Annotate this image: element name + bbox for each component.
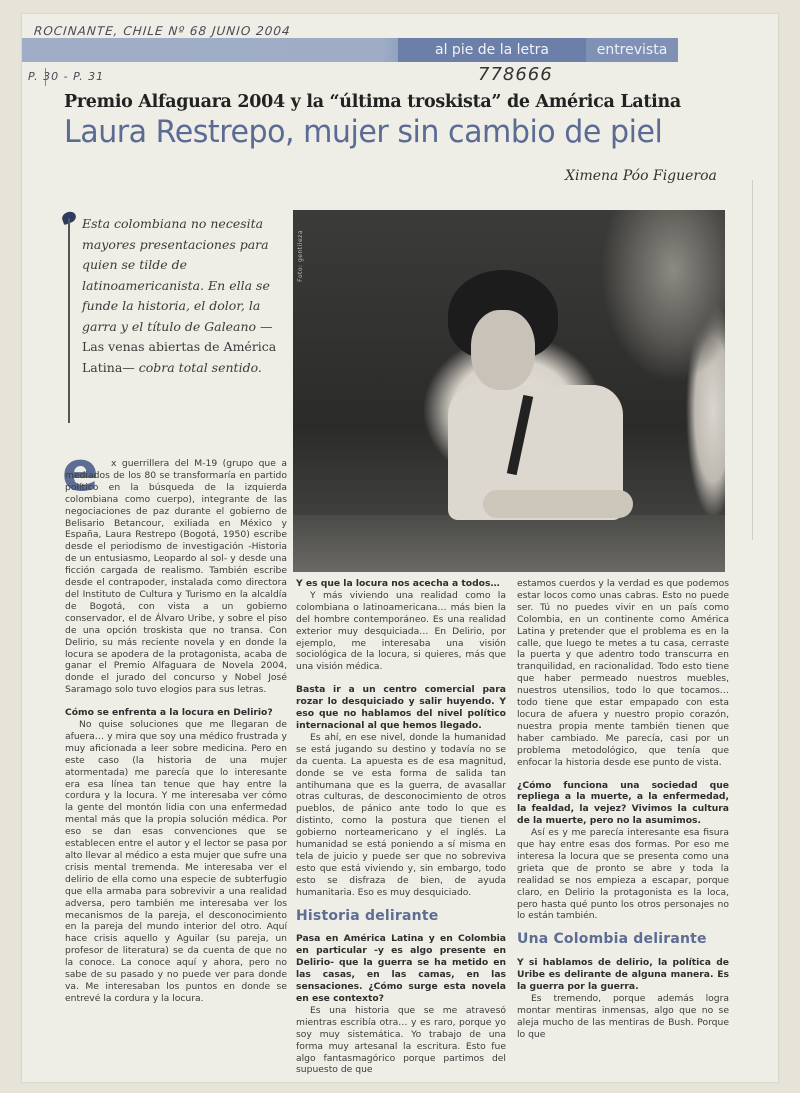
- pullquote-rule: [68, 218, 70, 423]
- article-column-3: [517, 578, 729, 1041]
- photo-arms: [483, 490, 633, 518]
- pullquote-book-title: —Las venas abiertas de América Latina—: [82, 318, 277, 375]
- interview-answer: Así es y me parecía interesante esa fisura que hay entre esas dos formas. Por eso me interesa la locura que se presenta como una grieta que de pronto se abre y toda la realidad se nos empieza a escapar, porque claro, en Delirio la protagonista es la loca, pero hasta qué punto los otros personajes no lo están también.: [517, 827, 729, 922]
- interview-question: Basta ir a un centro comercial para rozar lo desquiciado y salir huyendo. Y eso que no hablamos del nivel político internacional al que hemos llegado.: [296, 684, 506, 731]
- pullquote-text-2: cobra total sentido.: [134, 359, 262, 375]
- subheading: Una Colombia delirante: [517, 931, 707, 948]
- section-label: al pie de la letra: [398, 38, 586, 62]
- subheading: Historia delirante: [296, 907, 439, 924]
- interview-question: Y es que la locura nos acecha a todos…: [296, 578, 500, 589]
- continued-paragraph: estamos cuerdos y la verdad es que podemos estar locos como unas cabras. Esto no puede ser. Tú no puedes vivir en un país como Colombia, en un continente como América Latina y pretender que el problema es en la calle, que luego te metes a tu casa, cerraste la puerta y que adentro todo transcurra en tranquilidad, en racionalidad. Todo esto tiene que haber permeado nuestros muebles, nuestros utensilios, todo lo que tocamos… todo tiene que estar empapado con esta locura de afuera y nuestro propio corazón, nuestra propia mente también tienen que haber cambiado. Me parecía, casi por un problema metodológico, que tenía que enfocar la historia desde ese punto de vista.: [517, 578, 729, 768]
- page-edge-rule: [752, 180, 753, 540]
- pullquote: [82, 214, 282, 378]
- interview-answer: Y más viviendo una realidad como la colombiana o latinoamericana… más bien la del hombre contemporáneo. Es una realidad exterior muy desquiciada… En Delirio, por ejemplo, me interesaba una visión sociológica de la locura, si quieres, más que una visión médica.: [296, 589, 506, 673]
- interview-answer: No quise soluciones que me llegaran de afuera… y mira que soy una médico frustrada y muy aficionada a leer sobre medicina. Pero en este caso (la historia de una mujer atormentada) me parecía que lo interesante era esa línea tan tenue que hay entre la cordura y la locura. Y me interesaba ver cómo la gente del montón lidia con una enfermedad mental más que la propia solución médica. Por eso se dan esas convenciones que se establecen entre el autor y el lector se pasa por alto llevar al médico a esta mujer que sufre una crisis mental tremenda. Me interesaba ver el delirio de ella como una especie de subterfugio que ella armaba para sobrevivir a una realidad adversa, pero también me interesaba ver los mecanismos de la pareja, el desconocimiento en la pareja del mundo interior del otro. Aquí hace crisis aquello y Aguilar (su pareja, un profesor de literatura) se da cuenta de que no la conoce. La conoce aquí y ahora, pero no sabe de su pasado y no puede ver para donde va. Me interesaban los puntos en donde se entrevé la cordura y la locura.: [65, 719, 287, 1004]
- article-kicker: Premio Alfaguara 2004 y la “última troskista” de América Latina: [64, 92, 681, 112]
- handwritten-pages-note: P. 30 - P. 31: [28, 70, 105, 83]
- interview-answer: Es tremendo, porque además logra montar mentiras inmensas, algo que no se aleja mucho de las mentiras de Bush. Porque lo que: [517, 993, 729, 1040]
- interview-answer: Es una historia que se me atravesó mientras escribía otra… y es raro, porque yo soy muy sistemática. Yo trabajo de una forma muy artesanal la escritura. Esto fue algo fantasmagórico porque partimos del supuesto de que: [296, 1004, 506, 1076]
- photo-credit: Foto: gentileza: [297, 230, 304, 282]
- interview-question: Cómo se enfrenta a la locura en Delirio?: [65, 707, 273, 719]
- article-column-1: [65, 458, 287, 1005]
- interview-question: Pasa en América Latina y en Colombia en particular -y es algo presente en Delirio- que la guerra se ha metido en las casas, en las camas, en las sensaciones. ¿Cómo surge esta novela en ese contexto?: [296, 933, 506, 1004]
- handwritten-catalog-code: 778666: [478, 64, 553, 85]
- photo-table: [293, 515, 725, 572]
- interview-question: Y si hablamos de delirio, la política de Uribe es delirante de alguna manera. Es la guerra por la guerra.: [517, 957, 729, 993]
- article-headline: Laura Restrepo, mujer sin cambio de piel: [64, 114, 663, 150]
- author-photo: [293, 210, 725, 572]
- article-byline: Ximena Póo Figueroa: [565, 168, 717, 184]
- photo-face: [471, 310, 535, 390]
- article-column-2: [296, 578, 506, 1076]
- section-tag: entrevista: [586, 38, 678, 62]
- interview-question: ¿Cómo funciona una sociedad que repliega a la muerte, a la enfermedad, la fealdad, la vejez? Vivimos la cultura de la muerte, pero no la asumimos.: [517, 779, 729, 827]
- handwritten-source-note: ROCINANTE, CHILE Nº 68 JUNIO 2004: [33, 24, 292, 38]
- interview-answer: Es ahí, en ese nivel, donde la humanidad se está jugando su destino y todavía no se da cuenta. La apuesta es de esa magnitud, donde se ve esta forma de salida tan antihumana que es la guerra, de avasallar otras culturas, de desconocimiento de otros pueblos, de pánico ante todo lo que es distinto, como la postura que tienen el gobierno norteamericano y el inglés. La humanidad se está poniendo a sí misma en tela de juicio y puede ser que no sobreviva esto que está viviendo y, sin embargo, todo esto se disfraza de bien, de ayuda humanitaria. Eso es muy desquiciado.: [296, 731, 506, 898]
- pullquote-text-1: Esta colombiana no necesita mayores presentaciones para quien se tilde de latinoamericanista. En ella se funde la historia, el dolor, la garra y el título de Galeano: [82, 216, 270, 334]
- lead-paragraph: x guerrillera del M-19 (grupo que a mediados de los 80 se transformaría en partido político en la búsqueda de la izquierda colombiana como cuerpo), integrante de las negociaciones de paz durante el gobierno de Belisario Betancour, exiliada en México y España, Laura Restrepo (Bogotá, 1950) escribe desde el periodismo de investigación -Historia de un entusiasmo, Leopardo al sol- y desde una ficción cargada de realismo. También escribe desde el contrapoder, instalada como directora del Instituto de Cultura y Turismo en la alcaldía de Bogotá, con vista a un gobierno conservador, el de Álvaro Uribe, y sobre el piso de una opción troskista que no transa. Con Delirio, su más reciente novela y en donde la locura se apodera de la protagonista, acaba de ganar el Premio Alfaguara de Novela 2004, donde el jurado del concurso y Nobel José Saramago solo tuvo elogios para sus letras.: [65, 458, 287, 696]
- drop-cap: e: [62, 440, 99, 503]
